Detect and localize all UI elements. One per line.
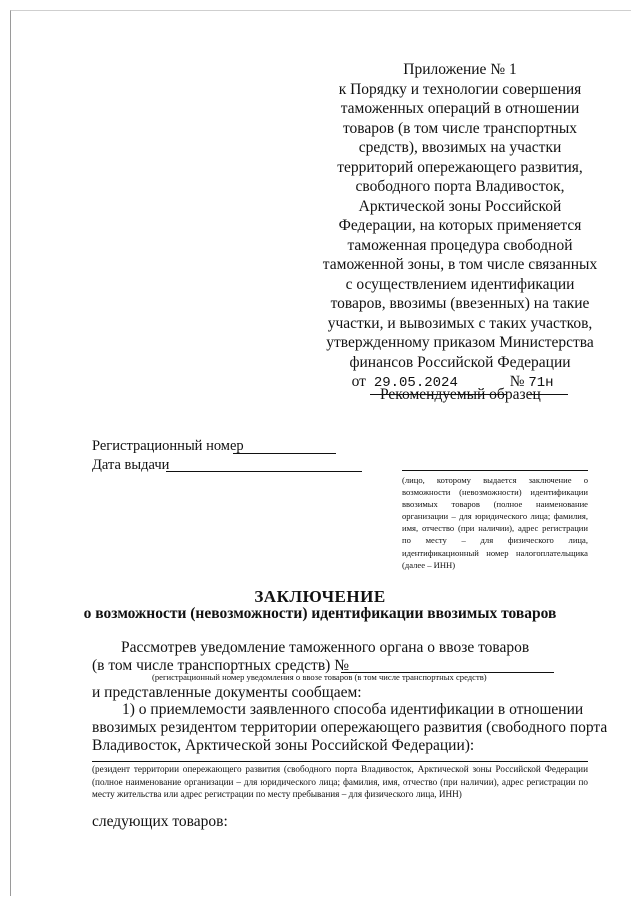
order-number: 71н bbox=[528, 374, 568, 395]
following-goods-label: следующих товаров: bbox=[92, 813, 228, 830]
document-title: ЗАКЛЮЧЕНИЕ bbox=[254, 587, 386, 606]
appendix-line: территорий опережающего развития, bbox=[337, 158, 583, 176]
item-1-line: Владивосток, Арктической зоны Российской Федерации): bbox=[92, 737, 475, 754]
item-1-line: 1) о приемлемости заявленного способа идентификации в отношении bbox=[122, 701, 584, 718]
appendix-title: Приложение № 1 bbox=[403, 61, 517, 78]
resident-note: (резидент территории опережающего развития (свободного порта Владивосток, Арктической зоны Российской Федерации (полное наименование организации – для юридического лица; фамилия, имя, отчество (при наличии), адрес регистрации по месту жительства или адрес регистрации по месту пребывания – для физического лица, ИНН) bbox=[92, 764, 588, 800]
order-date: 29.05.2024 bbox=[370, 374, 506, 395]
resident-field[interactable] bbox=[92, 761, 588, 762]
appendix-line: Федерации, на которых применяется bbox=[338, 217, 582, 234]
document-subtitle: о возможности (невозможности) идентификации ввозимых товаров bbox=[83, 605, 557, 622]
appendix-line: Арктической зоны Российской bbox=[358, 197, 562, 215]
appendix-line: утвержденному приказом Министерства bbox=[326, 334, 594, 351]
paragraph-line: (в том числе транспортных средств) № bbox=[92, 657, 349, 674]
appendix-line: свободного порта Владивосток, bbox=[355, 178, 565, 195]
paragraph-line: Рассмотрев уведомление таможенного органа о ввозе товаров bbox=[121, 639, 530, 656]
appendix-block bbox=[300, 60, 620, 395]
appendix-line: товаров, ввозимы (ввезенных) на такие bbox=[330, 295, 590, 312]
appendix-line: финансов Российской Федерации bbox=[349, 353, 571, 371]
appendix-line: к Порядку и технологии совершения bbox=[338, 80, 582, 98]
appendix-line: участки, и вывозимых с таких участков, bbox=[327, 314, 593, 332]
item-1-line: ввозимых резидентом территории опережающего развития (свободного порта bbox=[92, 719, 608, 736]
appendix-line: с осуществлением идентификации bbox=[345, 275, 575, 293]
reg-number-field[interactable] bbox=[233, 453, 336, 454]
number-prefix: № bbox=[509, 373, 525, 390]
appendix-line: товаров (в том числе транспортных bbox=[342, 119, 578, 137]
appendix-line: таможенная процедура свободной bbox=[347, 236, 573, 254]
recipient-note: (лицо, которому выдается заключение о возможности (невозможности) идентификации ввозимых товаров (полное наименование организации – для юридического лица; фамилия, имя, отчество (при наличии), адрес регистрации по месту – для физического лица, идентификационный номер налогоплательщика (далее – ИНН) bbox=[402, 475, 588, 570]
appendix-line: таможенной зоны, в том числе связанных bbox=[322, 256, 598, 273]
issue-date-field[interactable] bbox=[166, 471, 362, 472]
date-prefix: от bbox=[351, 373, 366, 390]
appendix-line: средств), ввозимых на участки bbox=[358, 139, 562, 156]
recipient-field[interactable] bbox=[402, 470, 588, 471]
appendix-line: таможенных операций в отношении bbox=[340, 100, 580, 117]
recommended-sample: Рекомендуемый образец bbox=[380, 386, 541, 403]
reg-number-label: Регистрационный номер bbox=[92, 438, 244, 454]
issue-date-label: Дата выдачи bbox=[92, 457, 170, 473]
notification-number-note: (регистрационный номер уведомления о ввозе товаров (в том числе транспортных средств) bbox=[152, 672, 487, 682]
paragraph-line: и представленные документы сообщаем: bbox=[92, 684, 362, 701]
